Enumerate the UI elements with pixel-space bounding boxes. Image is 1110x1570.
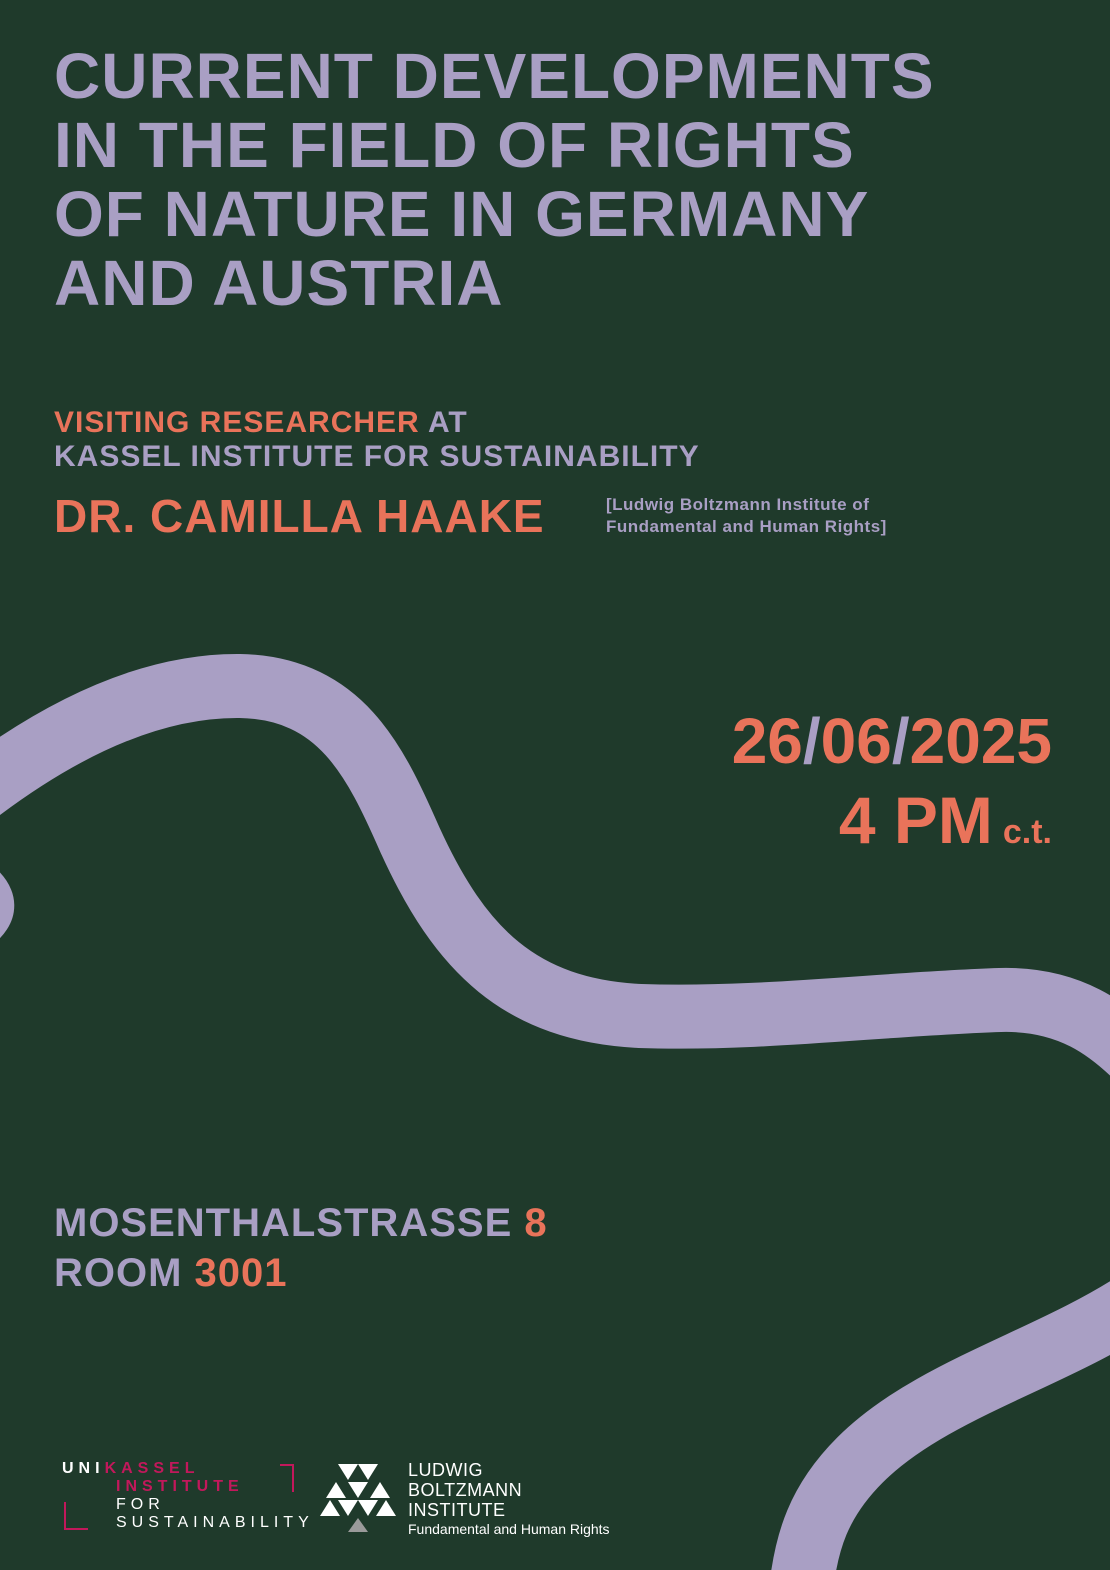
logo-uni: UNI — [62, 1460, 105, 1477]
logo-uni-kassel — [62, 1460, 199, 1478]
speaker-role — [54, 406, 700, 474]
logo-boltzmann: BOLTZMANN — [408, 1480, 523, 1500]
speaker-name: DR. CAMILLA HAAKE — [54, 490, 545, 542]
logo-sustainability: SUSTAINABILITY — [116, 1514, 314, 1531]
boltzmann-institute-logo — [318, 1460, 638, 1537]
date-month: 06 — [820, 705, 892, 777]
date-year: 2025 — [909, 705, 1052, 777]
location-street — [54, 1198, 548, 1248]
role-line — [54, 406, 700, 440]
time-value: 4 PM — [838, 783, 993, 857]
logo-institute: INSTITUTE — [116, 1478, 244, 1495]
event-date — [732, 704, 1052, 778]
role-at: AT — [419, 406, 468, 439]
affiliation-line: Fundamental and Human Rights] — [606, 517, 887, 536]
room-number: 3001 — [194, 1251, 288, 1295]
logo-kassel: KASSEL — [104, 1460, 200, 1477]
time-suffix: c.t. — [1002, 813, 1052, 851]
room-label: ROOM — [54, 1251, 195, 1295]
logo-bracket — [64, 1502, 88, 1530]
street-number: 8 — [524, 1201, 548, 1245]
boltzmann-logo-text — [408, 1460, 610, 1538]
date-day: 26 — [731, 705, 803, 777]
logo-lbi-subtitle: Fundamental and Human Rights — [408, 1521, 610, 1537]
date-separator: / — [802, 705, 821, 777]
event-title — [54, 42, 935, 318]
logo-lbi-institute: INSTITUTE — [408, 1500, 506, 1520]
role-institute: KASSEL INSTITUTE FOR SUSTAINABILITY — [54, 440, 700, 473]
event-time — [839, 782, 1052, 877]
speaker-affiliation — [606, 494, 887, 538]
event-location — [54, 1198, 548, 1298]
title-line: CURRENT DEVELOPMENTS — [54, 40, 935, 112]
triangles-logo-icon — [318, 1462, 398, 1532]
logo-for: FOR — [116, 1496, 165, 1513]
kassel-institute-logo — [60, 1458, 314, 1534]
location-room — [54, 1248, 548, 1298]
date-separator: / — [891, 705, 910, 777]
title-line: IN THE FIELD OF RIGHTS — [54, 109, 855, 181]
title-line: OF NATURE IN GERMANY — [54, 178, 870, 250]
role-highlight: VISITING RESEARCHER — [54, 406, 420, 439]
logo-ludwig: LUDWIG — [408, 1460, 483, 1480]
title-line: AND AUSTRIA — [54, 247, 504, 319]
affiliation-line: [Ludwig Boltzmann Institute of — [606, 495, 870, 514]
logo-bracket — [280, 1464, 294, 1492]
street-name: MOSENTHALSTRASSE — [54, 1201, 525, 1245]
